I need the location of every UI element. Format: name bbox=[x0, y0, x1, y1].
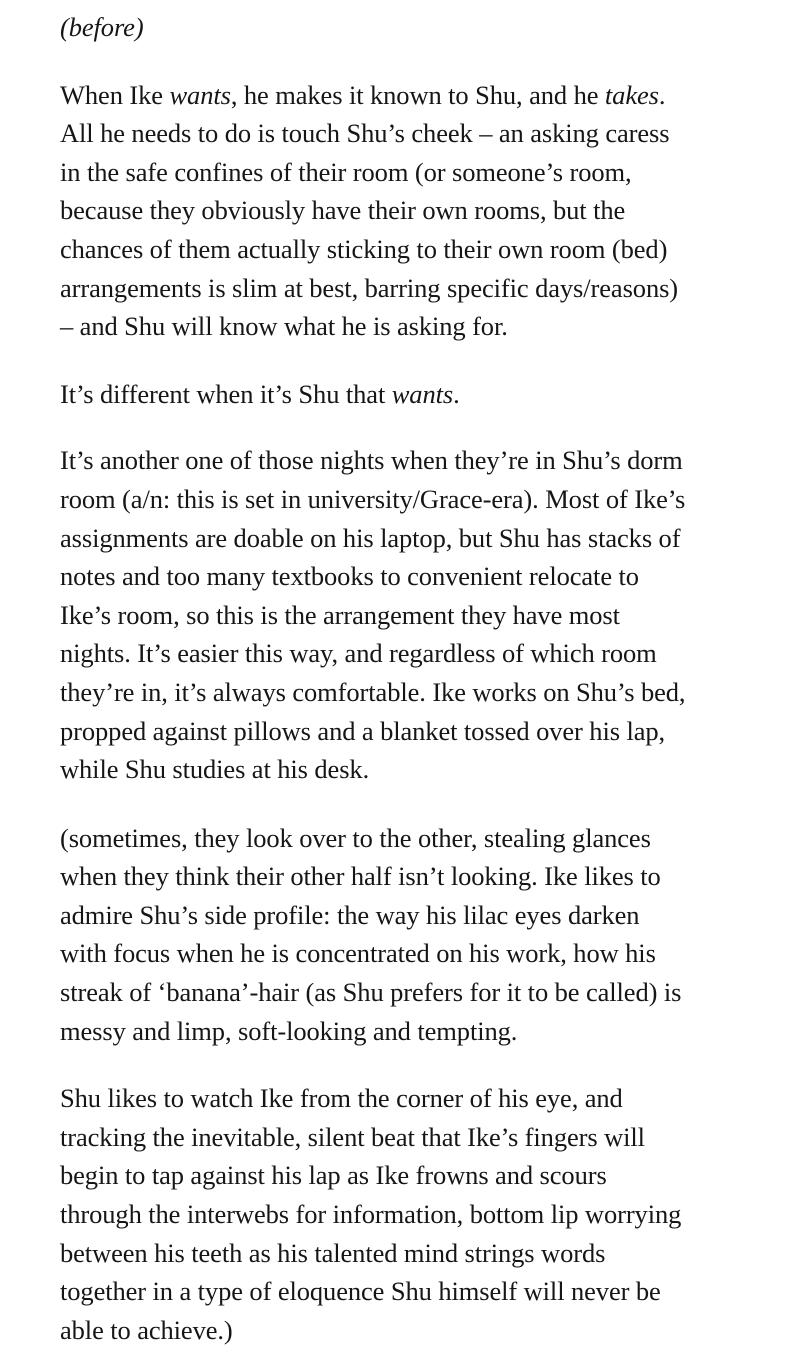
emphasis: wants bbox=[169, 79, 231, 110]
text-line: It’s different when it’s Shu that wants. bbox=[60, 378, 460, 409]
paragraph-4 bbox=[60, 819, 750, 1051]
paragraph-3 bbox=[60, 441, 750, 788]
text-line: streak of ‘banana’-hair (as Shu prefers for it to be called) is bbox=[60, 977, 682, 1008]
text-line: Shu likes to watch Ike from the corner of his eye, and bbox=[60, 1083, 623, 1114]
text-line: through the interwebs for information, bottom lip worrying bbox=[60, 1199, 682, 1230]
emphasis: wants bbox=[391, 378, 454, 409]
text-line: arrangements is slim at best, barring specific days/reasons) bbox=[60, 272, 679, 303]
text-line: while Shu studies at his desk. bbox=[60, 754, 370, 785]
text-line: admire Shu’s side profile: the way his lilac eyes darken bbox=[60, 899, 640, 930]
text-line: messy and limp, soft-looking and tempting. bbox=[60, 1015, 518, 1046]
text-line: (sometimes, they look over to the other, stealing glances bbox=[60, 822, 651, 853]
text-line: they’re in, it’s always comfortable. Ike works on Shu’s bed, bbox=[60, 676, 686, 707]
text-line: nights. It’s easier this way, and regardless of which room bbox=[60, 638, 657, 669]
text-line: All he needs to do is touch Shu’s cheek – an asking caress bbox=[60, 118, 670, 149]
text-line: in the safe confines of their room (or someone’s room, bbox=[60, 156, 632, 187]
text-line: propped against pillows and a blanket tossed over his lap, bbox=[60, 715, 666, 746]
text-line: When Ike wants, he makes it known to Shu, and he takes. bbox=[60, 79, 666, 110]
emphasis: takes bbox=[604, 79, 659, 110]
header-text: (before) bbox=[60, 12, 144, 42]
paragraph-1 bbox=[60, 76, 750, 346]
text-line: able to achieve.) bbox=[60, 1314, 233, 1345]
paragraph-2 bbox=[60, 375, 750, 414]
text-line: notes and too many textbooks to convenient relocate to bbox=[60, 561, 639, 592]
text-line: begin to tap against his lap as Ike frowns and scours bbox=[60, 1160, 607, 1191]
text-line: It’s another one of those nights when they’re in Shu’s dorm bbox=[60, 445, 683, 476]
text-line: with focus when he is concentrated on his work, how his bbox=[60, 938, 656, 969]
text-line: because they obviously have their own rooms, but the bbox=[60, 195, 626, 226]
text-line: when they think their other half isn’t looking. Ike likes to bbox=[60, 861, 661, 892]
text-line: tracking the inevitable, silent beat that Ike’s fingers will bbox=[60, 1121, 645, 1152]
text-line: chances of them actually sticking to their own room (bed) bbox=[60, 233, 668, 264]
story-text bbox=[60, 0, 750, 1349]
text-line: Ike’s room, so this is the arrangement they have most bbox=[60, 599, 620, 630]
text-line: assignments are doable on his laptop, but Shu has stacks of bbox=[60, 522, 681, 553]
text-line: together in a type of eloquence Shu himself will never be bbox=[60, 1276, 661, 1307]
section-header bbox=[60, 8, 750, 47]
text-line: between his teeth as his talented mind strings words bbox=[60, 1237, 606, 1268]
paragraph-5 bbox=[60, 1079, 750, 1349]
text-line: room (a/n: this is set in university/Grace-era). Most of Ike’s bbox=[60, 483, 686, 514]
text-line: – and Shu will know what he is asking for. bbox=[60, 311, 508, 342]
